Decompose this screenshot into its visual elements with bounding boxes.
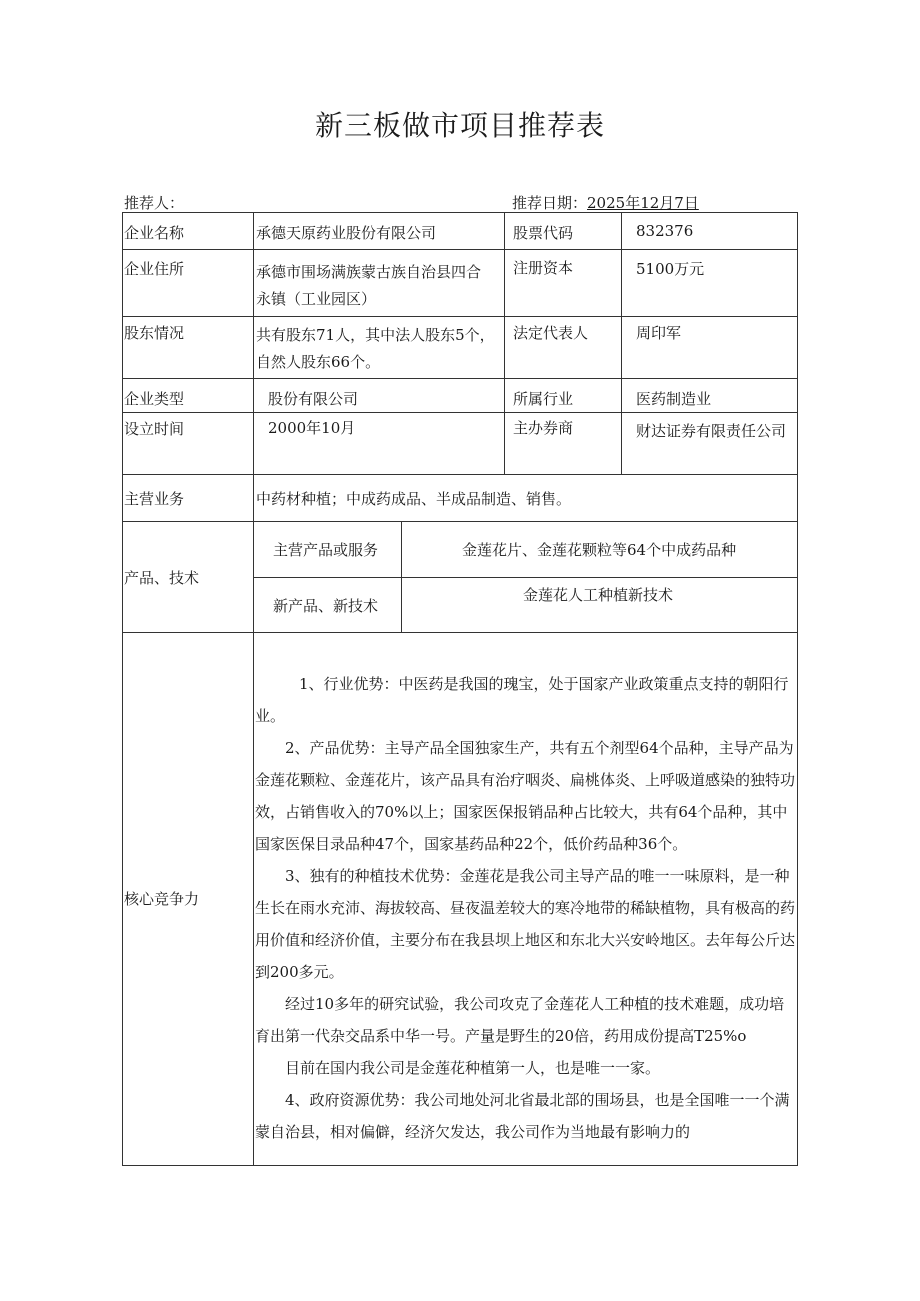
- recommend-date-label: 推荐日期：: [512, 194, 588, 212]
- row-divider: [122, 316, 798, 317]
- legal-rep-value: 周印军: [636, 324, 682, 342]
- address-line-2: 永镇（工业园区）: [256, 290, 377, 308]
- legal-rep-label: 法定代表人: [513, 324, 589, 342]
- shareholders-label: 股东情况: [124, 324, 185, 342]
- core-paragraph: 4、政府资源优势：我公司地处河北省最北部的围场县，也是全国唯一一个满蒙自治县，相对偏僻，经济欠发达，我公司作为当地最有影响力的: [255, 1091, 790, 1141]
- company-name-label: 企业名称: [124, 224, 185, 242]
- column-divider: [401, 521, 402, 632]
- core-paragraph: 目前在国内我公司是金莲花种植第一人，也是唯一一家。: [285, 1059, 661, 1077]
- row-divider: [122, 378, 798, 379]
- shareholders-line-1: 共有股东71人，其中法人股东5个，: [256, 326, 495, 344]
- core-paragraph: 经过10多年的研究试验，我公司攻克了金莲花人工种植的技术难题，成功培育出第一代杂交品系中华一号。产量是野生的20倍，药用成份提高T25%o: [255, 995, 785, 1045]
- main-products-value: 金莲花片、金莲花颗粒等64个中成药品种: [462, 541, 737, 559]
- core-label: 核心竞争力: [124, 890, 200, 908]
- broker-value: 财达证券有限责任公司: [636, 422, 787, 440]
- broker-label: 主办券商: [513, 419, 574, 437]
- row-divider: [122, 632, 798, 633]
- main-products-label: 主营产品或服务: [273, 541, 379, 559]
- company-type-value: 股份有限公司: [268, 390, 359, 408]
- recommender-field: [124, 192, 184, 213]
- products-label: 产品、技术: [124, 569, 200, 587]
- column-divider: [621, 213, 622, 474]
- new-products-value: 金莲花人工种植新技术: [523, 586, 674, 604]
- company-type-label: 企业类型: [124, 390, 185, 408]
- page-title: 新三板做市项目推荐表: [314, 109, 605, 142]
- main-business-label: 主营业务: [124, 490, 185, 508]
- row-divider: [122, 249, 798, 250]
- industry-label: 所属行业: [513, 390, 574, 408]
- shareholders-line-2: 自然人股东66个。: [256, 353, 381, 371]
- core-paragraph: 3、独有的种植技术优势：金莲花是我公司主导产品的唯一一味原料，是一种生长在雨水充沛、海拔较高、昼夜温差较大的寒冷地带的稀缺植物，具有极高的药用价值和经济价值，主要分布在我县坝上地区和东北大兴安岭地区。去年每公斤达到200多元。: [255, 867, 796, 981]
- industry-value: 医药制造业: [636, 390, 712, 408]
- recommend-date-value: 2025年12月7日: [587, 194, 699, 212]
- core-paragraph: 1、行业优势：中医药是我国的瑰宝，处于国家产业政策重点支持的朝阳行业。: [255, 675, 789, 725]
- recommender-label: 推荐人：: [124, 194, 185, 212]
- founded-value: 2000年10月: [268, 419, 356, 437]
- core-paragraph: 2、产品优势：主导产品全国独家生产，共有五个剂型64个品种，主导产品为金莲花颗粒、金莲花片，该产品具有治疗咽炎、扁桃体炎、上呼吸道感染的独特功效，占销售收入的70%以上；国家医保报销品种占比较大，共有64个品种，其中国家医保目录品种47个，国家基药品种22个，低价药品种36个。: [255, 739, 796, 853]
- founded-label: 设立时间: [124, 420, 185, 438]
- column-divider: [253, 213, 254, 1166]
- stock-code-label: 股票代码: [513, 224, 574, 242]
- registered-capital-label: 注册资本: [513, 259, 574, 277]
- main-business-value: 中药材种植；中成药成品、半成品制造、销售。: [256, 490, 572, 508]
- column-divider: [504, 213, 505, 474]
- stock-code-value: 832376: [636, 222, 694, 240]
- address-label: 企业住所: [124, 260, 185, 278]
- address-line-1: 承德市围场满族蒙古族自治县四合: [256, 263, 482, 281]
- row-divider: [122, 474, 798, 475]
- company-name-value: 承德天原药业股份有限公司: [256, 224, 437, 242]
- new-products-label: 新产品、新技术: [273, 597, 379, 615]
- core-content: [255, 668, 795, 1148]
- row-divider: [122, 521, 798, 522]
- row-divider: [253, 577, 798, 578]
- recommend-date-field: [512, 192, 699, 213]
- registered-capital-value: 5100万元: [636, 260, 705, 278]
- row-divider: [122, 412, 798, 413]
